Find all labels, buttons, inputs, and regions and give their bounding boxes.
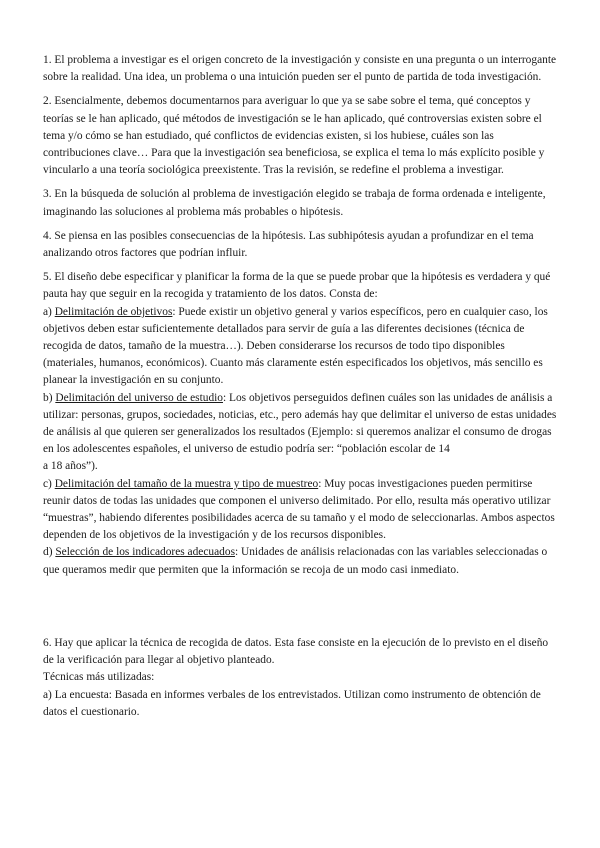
list-item-c-text: : Muy pocas investigaciones pueden permitirse reunir datos de todas las unidades que componen el universo delimitado. Por ello, resulta más operativo utilizar “muestras”, habiendo diferentes posibilidades acerca de su tamaño y el modo de seleccionarlas. Ambos aspectos dependen de los objetivos de la investigación y de los recursos disponibles.	[43, 477, 555, 542]
list-item-d-title: Selección de los indicadores adecuados	[55, 546, 235, 559]
list-item-c	[43, 476, 557, 545]
paragraph-4: 4. Se piensa en las posibles consecuencias de la hipótesis. Las subhipótesis ayudan a profundizar en el tema analizando otros factores que podrían influir.	[43, 229, 534, 260]
paragraph-2: 2. Esencialmente, debemos documentarnos para averiguar lo que ya se sabe sobre el tema, qué conceptos y teorías se le han aplicado, qué métodos de investigación se le han aplicado, qué controversias existen sobre el tema y/o cómo se han estudiado, qué conflictos de evidencias existen, si los hubiese, cuáles son las contribuciones clave… Para que la investigación sea beneficiosa, se explica el tema lo más explícito posible y vincularlo a una teoría sociológica preexistente. Tras la revisión, se redefine el problema a investigar.	[43, 95, 545, 177]
list-item-a-title: Delimitación de objetivos	[54, 305, 173, 318]
list-item-b-prefix: b)	[43, 391, 56, 404]
paragraph-3: 3. En la búsqueda de solución al problema de investigación elegido se trabaja de forma ordenada e inteligente, imaginando las soluciones al problema más probables o hipótesis.	[43, 188, 546, 218]
list-item-a	[43, 304, 557, 390]
paragraph-5: 5. El diseño debe especificar y planificar la forma de la que se puede probar que la hipótesis es verdadera y qué pauta hay que seguir en la recogida y tratamiento de los datos. Consta de:	[43, 271, 551, 301]
list-item-c-prefix: c)	[43, 477, 55, 490]
document-body	[43, 52, 557, 721]
list-item-c-title: Delimitación del tamaño de la muestra y tipo de muestreo	[54, 477, 319, 490]
list-item-d	[43, 544, 557, 578]
list-item-d-prefix: d)	[43, 546, 56, 559]
technique-a: a) La encuesta: Basada en informes verbales de los entrevistados. Utilizan como instrumento de obtención de datos el cuestionario.	[43, 688, 541, 718]
list-item-b-text: : Los objetivos perseguidos definen cuáles son las unidades de análisis a utilizar: personas, grupos, sociedades, noticias, etc., pero además hay que delimitar el universo de estas unidades de análisis al que quieren ser generalizados los resultados (Ejemplo: si queremos analizar el consumo de drogas en los adolescentes españoles, el universo de estudio podría ser: “población escolar de 14	[43, 391, 557, 456]
techniques-heading: Técnicas más utilizadas:	[43, 671, 155, 684]
paragraph-1: 1. El problema a investigar es el origen concreto de la investigación y consiste en una pregunta o un interrogante sobre la realidad. Una idea, un problema o una intuición pueden ser el punto de partida de toda investigación.	[43, 54, 557, 84]
list-item-b-title: Delimitación del universo de estudio	[55, 391, 223, 404]
list-item-a-text: : Puede existir un objetivo general y varios específicos, pero en cualquier caso, los objetivos deben estar suficientemente detallados para servir de guía a las diferentes decisiones (técnica de recogida de datos, tamaño de la muestra…). Deben considerarse los recursos de todo tipo disponibles (materiales, humanos, económicos). Cuanto más claramente estén especificados los objetivos, más sencillo es planear la investigación en su conjunto.	[43, 305, 548, 387]
paragraph-6: 6. Hay que aplicar la técnica de recogida de datos. Esta fase consiste en la ejecución de lo previsto en el diseño de la verificación para llegar al objetivo planteado.	[43, 636, 549, 667]
list-item-a-prefix: a)	[43, 305, 55, 318]
list-item-b	[43, 390, 557, 459]
list-item-b-continuation: a 18 años”).	[43, 460, 98, 473]
list-item-d-text: : Unidades de análisis relacionadas con las variables seleccionadas o que queramos medir que permiten que la información se recoja de un modo casi inmediato.	[43, 546, 548, 576]
blank-gap	[43, 579, 557, 635]
